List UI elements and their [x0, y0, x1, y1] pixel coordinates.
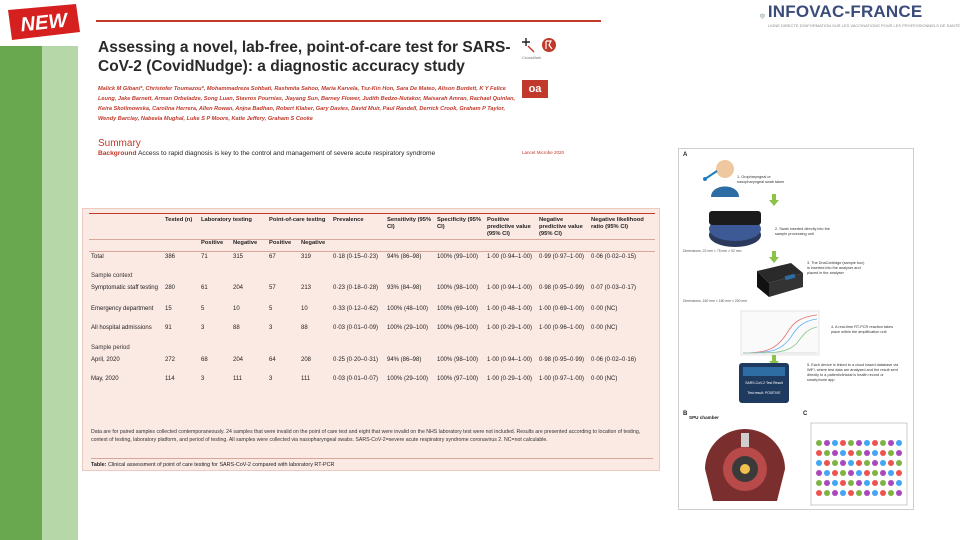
new-badge	[4, 2, 82, 42]
cell-poc-pos: 67	[269, 253, 276, 260]
cell-lab-neg: 204	[233, 357, 244, 363]
table-caption-text: Clinical assessment of point of care testing for SARS-CoV-2 compared with laboratory RT-PCR	[107, 462, 335, 468]
cell-tested: 272	[165, 357, 176, 363]
header-nlr: Negative likelihood ratio (95% CI)	[591, 217, 644, 230]
cell-sensitivity: 94% (86–98)	[387, 253, 422, 260]
cell-npv: 0·98 (0·95–0·99)	[539, 285, 585, 291]
cell-prevalence: 0·33 (0·12–0·62)	[333, 306, 379, 312]
cell-poc-pos: 57	[269, 285, 276, 291]
cell-npv: 1·00 (0·96–1·00)	[539, 325, 585, 331]
cell-poc-neg: 208	[301, 357, 312, 363]
subheader-poc-negative: Negative	[299, 239, 331, 251]
spu-chamber-title: SPU chamber	[689, 415, 719, 420]
cell-ppv: 1·00 (0·29–1·00)	[487, 325, 533, 331]
header-sensitivity: Sensitivity (95% CI)	[387, 217, 432, 230]
figure-step-1: 1. Oropharyngeal or nasopharyngeal swab taken	[737, 175, 785, 184]
table-header-row	[89, 215, 655, 239]
cell-poc-neg: 319	[301, 253, 312, 260]
figure-step-3: 3. The DnaCartridge (sample box) is inserted into the analyser and placed in the analyser	[807, 261, 865, 275]
cell-lab-neg: 204	[233, 285, 244, 291]
crossmark-label: CrossMark	[522, 55, 542, 60]
cell-specificity: 100% (97–100)	[437, 376, 479, 382]
amplification-curves-icon	[737, 309, 821, 359]
open-access-badge: oa	[522, 80, 548, 98]
cell-nlr: 0·06 (0·02–0·16)	[591, 357, 637, 363]
cell-sensitivity: 100% (29–100)	[387, 325, 429, 331]
cell-poc-neg: 213	[301, 285, 312, 291]
group-label: Sample context	[91, 273, 133, 279]
crossmark[interactable]	[522, 36, 562, 62]
background-label: Background	[98, 150, 137, 157]
cell-ppv: 1·00 (0·94–1·00)	[487, 357, 533, 363]
cell-lab-pos: 71	[201, 253, 208, 260]
cell-prevalence: 0·03 (0·01–0·09)	[333, 325, 379, 331]
table-row-emergency	[89, 304, 655, 323]
person-swab-icon	[701, 157, 741, 197]
cell-specificity: 100% (98–100)	[437, 357, 479, 363]
cell-poc-pos: 64	[269, 357, 276, 363]
phone-title: SARS-CoV-2 Test Result	[745, 381, 783, 385]
table-row-admissions	[89, 323, 655, 342]
figure-step-2: 2. Swab inserted directly into the sample processing unit	[775, 227, 830, 236]
new-badge-text: NEW	[19, 9, 69, 37]
cell-prevalence: 0·23 (0·18–0·28)	[333, 285, 379, 291]
accuracy-table	[89, 215, 655, 393]
cell-lab-pos: 61	[201, 285, 208, 291]
table-row-staff	[89, 283, 655, 304]
article-header	[96, 14, 604, 164]
cell-tested: 386	[165, 253, 176, 260]
row-label: All hospital admissions	[91, 325, 152, 331]
header-tested: Tested (n)	[165, 217, 193, 223]
cell-poc-pos: 5	[269, 306, 273, 312]
arrow-down-icon	[769, 194, 779, 206]
cell-npv: 0·99 (0·97–1·00)	[539, 253, 585, 260]
figure-label-c: C	[803, 411, 808, 417]
subheader-lab-positive: Positive	[199, 239, 231, 251]
cell-lab-neg: 88	[233, 325, 240, 331]
subheader-lab-negative: Negative	[231, 239, 267, 251]
cell-nlr: 0·00 (NC)	[591, 306, 618, 312]
cell-npv: 1·00 (0·69–1·00)	[539, 306, 585, 312]
figure-label-a: A	[683, 152, 688, 158]
analyser-icon	[751, 261, 807, 301]
group-label: Sample period	[91, 345, 130, 351]
covidnudge-figure	[678, 148, 914, 510]
cell-npv: 1·00 (0·97–1·00)	[539, 376, 585, 382]
accuracy-table-card	[82, 208, 660, 471]
cell-nlr: 0·07 (0·03–0·17)	[591, 285, 637, 291]
figure-dimension-2: Dimensions: 160 mm × 180 mm × 200 mm	[683, 299, 748, 303]
article-title: Assessing a novel, lab-free, point-of-care test for SARS-CoV-2 (CovidNudge): a diagnostic accuracy study	[98, 39, 511, 75]
header-lab-testing: Laboratory testing	[201, 217, 252, 223]
cell-specificity: 100% (69–100)	[437, 306, 479, 312]
logo-subtitle: LIGNE DIRECTE D'INFORMATION SUR LES VACCINATIONS POUR LES PROFESSIONNELS DE SANTÉ	[767, 23, 960, 28]
journal-reference: Lancet Microbe 2020	[522, 150, 565, 155]
background-line	[98, 150, 518, 157]
cell-ppv: 1·00 (0·48–1·00)	[487, 306, 533, 312]
infovac-logo	[760, 2, 960, 38]
article-authors: Malick M Gibani*, Christofer Toumazou*, Mohammadreza Sohbati, Rashmita Sahoo, Maria Karvela, Tsz-Kin Hon, Sara De Mateo, Alison Burdett, K Y Felice Leung, Jake Barnett, Arman Orbeladze, Song Luan, Stavros Pournias, Jiayang Sun, Barney Flower, Judith Bedzo-Nutakor, Maisarah Amran, Rachael Quinlan, Keira Skolimowska, Carolina Herrera, Allen Rowan, Anjna Badhan, Robert Klaber, Gary Davies, David Muir, Paul Randell, Derrick Crook, Graham P Taylor, Wendy Barclay, Nabeela Mughal, Luke S P Moore, Katie Jeffery, Graham S Cooke	[98, 86, 516, 122]
figure-step-5: 5. Each device is linked to a cloud based database via WiFi, where test data are analysed and the result sent directly to a patient/clinician's health record or smartphone app	[807, 363, 899, 382]
cell-lab-pos: 5	[201, 306, 205, 312]
cell-prevalence: 0·03 (0·01–0·07)	[333, 376, 379, 382]
cell-lab-pos: 3	[201, 376, 205, 382]
header-specificity: Specificity (95% CI)	[437, 217, 482, 230]
row-label: May, 2020	[91, 376, 119, 382]
well-plate-icon	[809, 421, 909, 507]
table-group-sample-context	[89, 270, 655, 283]
logo-name: INFOVAC-FRANCE	[767, 2, 923, 21]
spu-chamber-diagram-icon	[697, 429, 793, 509]
cell-lab-neg: 111	[233, 376, 243, 382]
cartridge-icon	[705, 209, 765, 249]
table-subheader-row	[89, 239, 655, 251]
row-label: Symptomatic staff testing	[91, 285, 158, 291]
cell-specificity: 100% (98–100)	[437, 285, 479, 291]
cell-sensitivity: 94% (86–98)	[387, 357, 422, 363]
figure-label-b: B	[683, 411, 688, 417]
cell-nlr: 0·06 (0·02–0·15)	[591, 253, 637, 260]
smartphone-result-screen	[739, 363, 789, 403]
cell-ppv: 1·00 (0·94–1·00)	[487, 253, 533, 260]
cell-sensitivity: 93% (84–98)	[387, 285, 422, 291]
table-row-april	[89, 355, 655, 374]
row-label: April, 2020	[91, 357, 120, 363]
cell-sensitivity: 100% (48–100)	[387, 306, 429, 312]
left-accent-band	[0, 0, 78, 540]
cell-poc-neg: 10	[301, 306, 308, 312]
cell-lab-pos: 68	[201, 357, 208, 363]
cell-specificity: 100% (99–100)	[437, 253, 479, 260]
phone-result: Test result: POSITIVE	[747, 391, 781, 395]
cell-lab-pos: 3	[201, 325, 205, 331]
header-npv: Negative predictive value (95% CI)	[539, 217, 583, 237]
row-label: Total	[91, 253, 104, 260]
cell-poc-pos: 3	[269, 325, 273, 331]
table-footnote: Data are for paired samples collected contemporaneously. 24 samples that were invalid on the point of care test and eight that were invalid on the NHS laboratory test were not included. Results are presented according to location of testing, context of testing, laboratory platform, and period of testing. All samples were collected via nasopharyngeal swabs. SARS-CoV-2=severe acute respiratory syndrome coronavirus 2. NC=not calculable.	[91, 429, 641, 443]
cell-nlr: 0·00 (NC)	[591, 376, 618, 382]
shield-globe-icon	[760, 2, 765, 30]
cell-tested: 15	[165, 306, 172, 312]
header-prevalence: Prevalence	[333, 217, 364, 223]
cell-poc-pos: 3	[269, 376, 273, 382]
cell-tested: 280	[165, 285, 176, 291]
crossmark-icon	[522, 36, 562, 56]
cell-tested: 91	[165, 325, 172, 331]
row-label: Emergency department	[91, 306, 154, 312]
background-text: Access to rapid diagnosis is key to the control and management of severe acute respiratory syndrome	[137, 150, 436, 157]
cell-specificity: 100% (96–100)	[437, 325, 479, 331]
cell-ppv: 1·00 (0·29–1·00)	[487, 376, 533, 382]
header-poc-testing: Point-of-care testing	[269, 217, 326, 223]
cell-nlr: 0·00 (NC)	[591, 325, 618, 331]
subheader-poc-positive: Positive	[267, 239, 299, 251]
figure-step-4: 4. A real-time RT-PCR reaction takes place within the amplification unit	[831, 325, 893, 334]
table-row-total	[89, 251, 655, 270]
cell-sensitivity: 100% (29–100)	[387, 376, 429, 382]
table-caption-label: Table:	[91, 462, 107, 468]
table-row-may	[89, 374, 655, 393]
cell-lab-neg: 315	[233, 253, 244, 260]
cell-ppv: 1·00 (0·94–1·00)	[487, 285, 533, 291]
phone-header-bar	[743, 367, 785, 376]
cell-prevalence: 0·25 (0·20–0·31)	[333, 357, 379, 363]
summary-heading: Summary	[98, 138, 141, 149]
cell-poc-neg: 88	[301, 325, 308, 331]
cell-tested: 114	[165, 376, 175, 382]
table-group-sample-period	[89, 342, 655, 355]
cell-npv: 0·98 (0·95–0·99)	[539, 357, 585, 363]
table-caption	[91, 458, 653, 468]
figure-dimension-1: Dimensions: 22 mm × 75 mm × 92 mm	[683, 249, 742, 253]
cell-poc-neg: 111	[301, 376, 311, 382]
new-badge-icon	[4, 2, 82, 42]
cell-lab-neg: 10	[233, 306, 240, 312]
cell-prevalence: 0·18 (0·15–0·23)	[333, 253, 379, 260]
header-ppv: Positive predictive value (95% CI)	[487, 217, 531, 237]
header-rule	[96, 20, 601, 22]
